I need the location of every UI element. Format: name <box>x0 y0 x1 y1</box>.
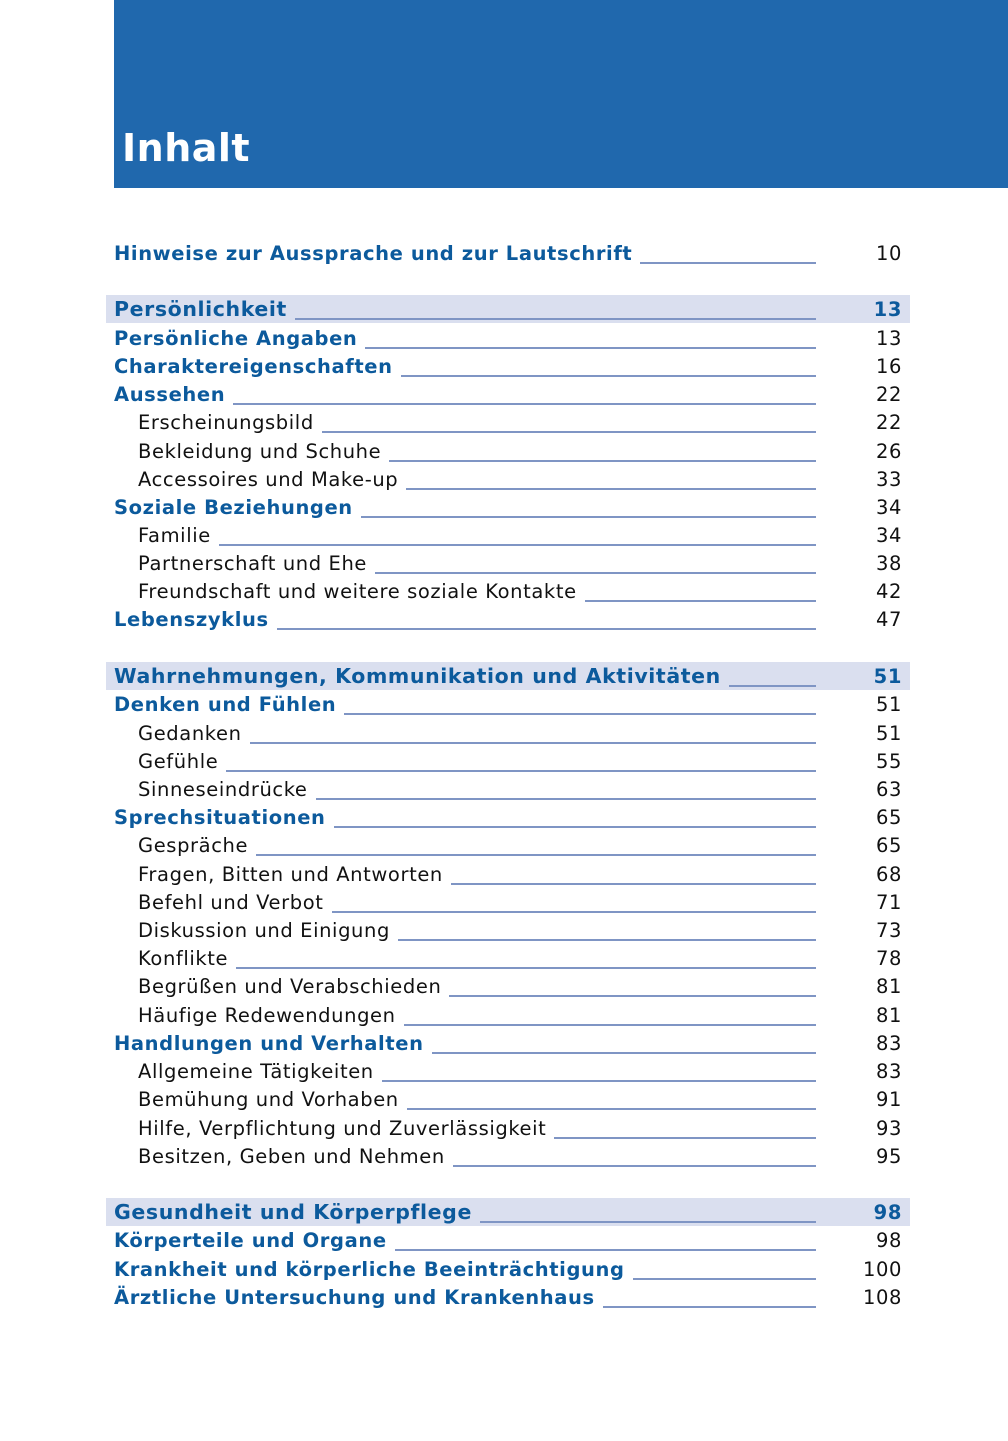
toc-entry[interactable] <box>106 239 910 267</box>
leader-line <box>480 1221 816 1223</box>
toc-page-number: 33 <box>875 467 902 491</box>
toc-subentry[interactable] <box>106 1057 910 1085</box>
leader-line <box>633 1278 816 1280</box>
toc-entry-label: Erscheinungsbild <box>138 410 314 434</box>
toc-subentry[interactable] <box>106 916 910 944</box>
toc-page-number: 65 <box>875 833 902 857</box>
toc-page-number: 51 <box>873 664 902 688</box>
toc-page-number: 78 <box>875 946 902 970</box>
toc-page-number: 71 <box>875 890 902 914</box>
toc-entry-label: Partnerschaft und Ehe <box>138 551 367 575</box>
toc-page-number: 81 <box>875 1003 902 1027</box>
toc-entry-label: Aussehen <box>114 382 226 406</box>
toc-entry-label: Charaktereigenschaften <box>114 354 393 378</box>
toc-page-number: 13 <box>875 326 902 350</box>
leader-line <box>395 1249 816 1251</box>
toc-entry-label: Handlungen und Verhalten <box>114 1031 424 1055</box>
leader-line <box>382 1080 816 1082</box>
toc-entry[interactable] <box>106 1283 910 1311</box>
toc-entry[interactable] <box>106 493 910 521</box>
toc-entry-label: Wahrnehmungen, Kommunikation und Aktivitäten <box>114 664 721 688</box>
toc-page-number: 63 <box>875 777 902 801</box>
toc-entry-label: Allgemeine Tätigkeiten <box>138 1059 374 1083</box>
leader-line <box>401 375 816 377</box>
toc-entry-label: Familie <box>138 523 211 547</box>
toc-page-number: 26 <box>875 439 902 463</box>
toc-subentry[interactable] <box>106 549 910 577</box>
toc-entry[interactable] <box>106 803 910 831</box>
leader-line <box>449 995 816 997</box>
toc-entry-label: Persönlichkeit <box>114 297 287 321</box>
toc-page-number: 65 <box>875 805 902 829</box>
toc-part-heading[interactable] <box>106 295 910 323</box>
leader-line <box>277 628 816 630</box>
leader-line <box>365 347 816 349</box>
leader-line <box>406 488 816 490</box>
toc-page-number: 13 <box>873 297 902 321</box>
leader-line <box>603 1306 816 1308</box>
toc-page-number: 95 <box>875 1144 902 1168</box>
toc-page-number: 83 <box>875 1031 902 1055</box>
leader-line <box>233 403 816 405</box>
toc-entry-label: Lebenszyklus <box>114 607 269 631</box>
toc-subentry[interactable] <box>106 1114 910 1142</box>
leader-line <box>729 685 816 687</box>
toc-page-number: 93 <box>875 1116 902 1140</box>
leader-line <box>398 939 816 941</box>
toc-entry-label: Denken und Fühlen <box>114 692 337 716</box>
toc-entry-label: Sinneseindrücke <box>138 777 308 801</box>
toc-page-number: 22 <box>875 382 902 406</box>
toc-subentry[interactable] <box>106 719 910 747</box>
toc-page-number: 55 <box>875 749 902 773</box>
leader-line <box>295 318 816 320</box>
toc-entry-label: Gedanken <box>138 721 242 745</box>
toc-entry-label: Persönliche Angaben <box>114 326 358 350</box>
toc-page-number: 73 <box>875 918 902 942</box>
leader-line <box>250 742 816 744</box>
toc-entry-label: Begrüßen und Verabschieden <box>138 974 442 998</box>
toc-subentry[interactable] <box>106 1001 910 1029</box>
toc-entry-label: Krankheit und körperliche Beeinträchtigung <box>114 1257 625 1281</box>
toc-entry-label: Gefühle <box>138 749 219 773</box>
toc-page-number: 91 <box>875 1087 902 1111</box>
toc-entry-label: Ärztliche Untersuchung und Krankenhaus <box>114 1285 595 1309</box>
toc-part-heading[interactable] <box>106 662 910 690</box>
toc-subentry[interactable] <box>106 437 910 465</box>
toc-page-number: 38 <box>875 551 902 575</box>
toc-entry-label: Konflikte <box>138 946 229 970</box>
toc-entry-label: Häufige Redewendungen <box>138 1003 396 1027</box>
leader-line <box>585 600 816 602</box>
leader-line <box>554 1137 816 1139</box>
toc-subentry[interactable] <box>106 747 910 775</box>
toc-subentry[interactable] <box>106 465 910 493</box>
leader-line <box>256 854 816 856</box>
toc-page-number: 98 <box>873 1200 902 1224</box>
leader-line <box>404 1024 816 1026</box>
toc-entry[interactable] <box>106 352 910 380</box>
toc-entry[interactable] <box>106 1255 910 1283</box>
toc-entry-label: Gesundheit und Körperpflege <box>114 1200 472 1224</box>
toc-subentry[interactable] <box>106 888 910 916</box>
toc-entry[interactable] <box>106 1029 910 1057</box>
toc-page-number: 108 <box>862 1285 902 1309</box>
page-title: Inhalt <box>122 126 251 170</box>
toc-page-number: 51 <box>875 721 902 745</box>
toc-subentry[interactable] <box>106 775 910 803</box>
toc-page-number: 10 <box>875 241 902 265</box>
toc-entry-label: Soziale Beziehungen <box>114 495 353 519</box>
toc-entry[interactable] <box>106 380 910 408</box>
leader-line <box>219 544 816 546</box>
toc-page-number: 34 <box>875 495 902 519</box>
toc-entry[interactable] <box>106 1226 910 1254</box>
toc-entry-label: Bekleidung und Schuhe <box>138 439 382 463</box>
toc-entry-label: Besitzen, Geben und Nehmen <box>138 1144 445 1168</box>
toc-subentry[interactable] <box>106 1142 910 1170</box>
toc-entry[interactable] <box>106 690 910 718</box>
toc-subentry[interactable] <box>106 831 910 859</box>
leader-line <box>361 516 816 518</box>
leader-line <box>640 262 816 264</box>
toc-page-number: 34 <box>875 523 902 547</box>
toc-entry-label: Freundschaft und weitere soziale Kontakte <box>138 579 577 603</box>
leader-line <box>226 770 816 772</box>
leader-line <box>334 826 816 828</box>
leader-line <box>432 1052 816 1054</box>
leader-line <box>332 911 817 913</box>
leader-line <box>322 431 816 433</box>
leader-line <box>389 460 816 462</box>
toc-subentry[interactable] <box>106 944 910 972</box>
toc-page-number: 81 <box>875 974 902 998</box>
toc-page-number: 47 <box>875 607 902 631</box>
toc-page-number: 68 <box>875 862 902 886</box>
toc-subentry[interactable] <box>106 521 910 549</box>
toc-entry-label: Hilfe, Verpflichtung und Zuverlässigkeit <box>138 1116 547 1140</box>
toc-entry-label: Hinweise zur Aussprache und zur Lautschrift <box>114 241 633 265</box>
toc-page-number: 42 <box>875 579 902 603</box>
toc-entry-label: Körperteile und Organe <box>114 1228 387 1252</box>
toc-subentry[interactable] <box>106 972 910 1000</box>
toc-entry-label: Accessoires und Make-up <box>138 467 399 491</box>
toc-part-heading[interactable] <box>106 1198 910 1226</box>
leader-line <box>451 883 816 885</box>
leader-line <box>453 1165 816 1167</box>
toc-entry-label: Diskussion und Einigung <box>138 918 390 942</box>
toc-subentry[interactable] <box>106 577 910 605</box>
toc-entry-label: Gespräche <box>138 833 249 857</box>
toc-subentry[interactable] <box>106 408 910 436</box>
toc-entry-label: Sprechsituationen <box>114 805 326 829</box>
toc-page-number: 83 <box>875 1059 902 1083</box>
leader-line <box>407 1108 816 1110</box>
header-band <box>114 0 1008 188</box>
leader-line <box>316 798 816 800</box>
toc-entry-label: Fragen, Bitten und Antworten <box>138 862 443 886</box>
leader-line <box>236 967 816 969</box>
toc-subentry[interactable] <box>106 1085 910 1113</box>
toc-entry-label: Befehl und Verbot <box>138 890 324 914</box>
toc-entry[interactable] <box>106 324 910 352</box>
leader-line <box>375 572 816 574</box>
toc-page-number: 16 <box>875 354 902 378</box>
leader-line <box>344 713 816 715</box>
toc-page-number: 22 <box>875 410 902 434</box>
toc-page-number: 100 <box>862 1257 902 1281</box>
toc-entry-label: Bemühung und Vorhaben <box>138 1087 399 1111</box>
toc-page-number: 98 <box>875 1228 902 1252</box>
toc-entry[interactable] <box>106 605 910 633</box>
toc-subentry[interactable] <box>106 860 910 888</box>
toc-page-number: 51 <box>875 692 902 716</box>
